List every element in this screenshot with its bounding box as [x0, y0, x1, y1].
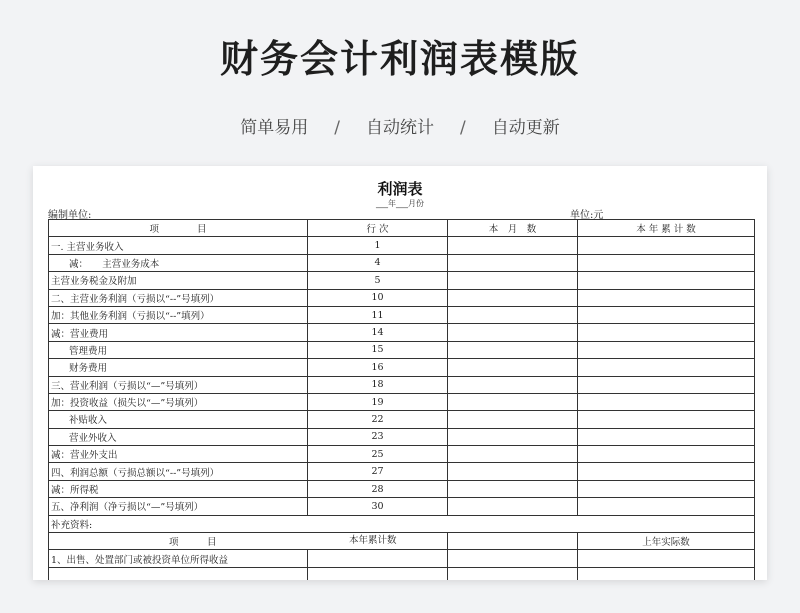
table-row — [49, 498, 755, 515]
row-month-cell[interactable] — [448, 289, 578, 306]
income-table — [48, 219, 755, 580]
table-row — [49, 324, 755, 341]
row-month-cell[interactable] — [448, 376, 578, 393]
row-item: 四、利润总额（亏损总额以“--”号填列） — [49, 463, 308, 480]
row-line: 10 — [308, 289, 448, 306]
row-ytd-cell[interactable] — [578, 254, 755, 271]
row-line: 15 — [308, 341, 448, 358]
date-line: ___年___月份 — [376, 199, 424, 208]
row-month-cell[interactable] — [448, 254, 578, 271]
table-row — [49, 428, 755, 445]
tag-separator: / — [334, 118, 340, 138]
row-line: 22 — [308, 411, 448, 428]
row-line: 30 — [308, 498, 448, 515]
supp-row-cell[interactable] — [578, 550, 755, 567]
row-line: 14 — [308, 324, 448, 341]
row-ytd-cell[interactable] — [578, 376, 755, 393]
row-ytd-cell[interactable] — [578, 289, 755, 306]
table-row — [49, 480, 755, 497]
supp-row-cell[interactable] — [578, 567, 755, 580]
row-ytd-cell[interactable] — [578, 411, 755, 428]
row-ytd-cell[interactable] — [578, 498, 755, 515]
table-row — [49, 463, 755, 480]
row-item: 财务费用 — [49, 359, 308, 376]
row-item: 五、净利润（净亏损以“—”号填列） — [49, 498, 308, 515]
row-item: 加：投资收益（损失以“—”号填列） — [49, 393, 308, 410]
row-ytd-cell[interactable] — [578, 341, 755, 358]
row-ytd-cell[interactable] — [578, 237, 755, 254]
row-line: 4 — [308, 254, 448, 271]
supplement-row — [49, 515, 755, 532]
header-year-to-date: 本 年 累 计 数 — [578, 220, 755, 237]
row-item: 减：营业外支出 — [49, 446, 308, 463]
supplement-data-row — [49, 550, 755, 567]
supp-header-ytd-label: 本年累计数 — [349, 535, 397, 546]
row-month-cell[interactable] — [448, 463, 578, 480]
row-month-cell[interactable] — [448, 272, 578, 289]
tag-separator: / — [460, 118, 466, 138]
row-month-cell[interactable] — [448, 393, 578, 410]
tag-auto-stat: 自动统计 — [366, 118, 434, 138]
row-item: 减：所得税 — [49, 480, 308, 497]
table-row — [49, 376, 755, 393]
row-line: 5 — [308, 272, 448, 289]
supplement-header-row — [49, 533, 755, 550]
page-title: 财务会计利润表模版 — [219, 37, 580, 81]
header-this-month: 本 月 数 — [448, 220, 578, 237]
row-line: 23 — [308, 428, 448, 445]
table-row — [49, 272, 755, 289]
table-row — [49, 237, 755, 254]
row-ytd-cell[interactable] — [578, 359, 755, 376]
row-month-cell[interactable] — [448, 411, 578, 428]
supp-row-cell[interactable] — [308, 550, 448, 567]
row-item: 主营业务税金及附加 — [49, 272, 308, 289]
supp-row-cell[interactable] — [448, 567, 578, 580]
row-month-cell[interactable] — [448, 324, 578, 341]
income-statement-sheet — [33, 166, 767, 580]
sheet-title: 利润表 — [377, 180, 423, 198]
row-item: 一. 主营业务收入 — [49, 237, 308, 254]
supp-header-ytd — [448, 533, 578, 550]
table-header-row — [49, 220, 755, 237]
row-item: 减： 主营业务成本 — [49, 254, 308, 271]
row-month-cell[interactable] — [448, 306, 578, 323]
row-month-cell[interactable] — [448, 341, 578, 358]
currency-unit-label: 单位:元 — [570, 210, 604, 221]
row-line: 28 — [308, 480, 448, 497]
supplement-label: 补充资料: — [49, 515, 755, 532]
row-line: 18 — [308, 376, 448, 393]
row-ytd-cell[interactable] — [578, 272, 755, 289]
header-item: 项 目 — [49, 220, 308, 237]
row-line: 27 — [308, 463, 448, 480]
supp-header-item: 项 目 — [49, 533, 448, 550]
row-ytd-cell[interactable] — [578, 324, 755, 341]
supp-row-item: 1、出售、处置部门或被投资单位所得收益 — [49, 550, 308, 567]
row-item: 营业外收入 — [49, 428, 308, 445]
compiling-unit-label: 编制单位: — [48, 210, 92, 221]
table-row — [49, 254, 755, 271]
row-line: 25 — [308, 446, 448, 463]
row-line: 16 — [308, 359, 448, 376]
row-item: 管理费用 — [49, 341, 308, 358]
row-item: 减：营业费用 — [49, 324, 308, 341]
row-line: 1 — [308, 237, 448, 254]
row-month-cell[interactable] — [448, 480, 578, 497]
row-item: 二、主营业务利润（亏损以“--”号填列） — [49, 289, 308, 306]
table-row — [49, 393, 755, 410]
row-ytd-cell[interactable] — [578, 306, 755, 323]
supp-row-item — [49, 567, 308, 580]
table-row — [49, 359, 755, 376]
table-row — [49, 446, 755, 463]
row-ytd-cell[interactable] — [578, 428, 755, 445]
supp-row-cell[interactable] — [308, 567, 448, 580]
row-ytd-cell[interactable] — [578, 480, 755, 497]
row-month-cell[interactable] — [448, 446, 578, 463]
row-ytd-cell[interactable] — [578, 446, 755, 463]
row-month-cell[interactable] — [448, 359, 578, 376]
table-row — [49, 411, 755, 428]
supp-row-cell[interactable] — [448, 550, 578, 567]
tagline — [0, 113, 800, 138]
table-row — [49, 341, 755, 358]
row-item: 补贴收入 — [49, 411, 308, 428]
row-line: 19 — [308, 393, 448, 410]
tag-auto-update: 自动更新 — [491, 118, 560, 138]
row-ytd-cell[interactable] — [578, 393, 755, 410]
table-row — [49, 306, 755, 323]
supplement-data-row — [49, 567, 755, 580]
row-ytd-cell[interactable] — [578, 463, 755, 480]
row-line: 11 — [308, 306, 448, 323]
row-item: 三、营业利润（亏损以“—”号填列） — [49, 376, 308, 393]
tag-easy: 简单易用 — [240, 118, 309, 138]
row-item: 加：其他业务利润（亏损以“--”填列） — [49, 306, 308, 323]
header-line-no: 行 次 — [308, 220, 448, 237]
supp-header-last-year: 上年实际数 — [578, 533, 755, 550]
table-row — [49, 289, 755, 306]
row-month-cell[interactable] — [448, 498, 578, 515]
row-month-cell[interactable] — [448, 237, 578, 254]
row-month-cell[interactable] — [448, 428, 578, 445]
